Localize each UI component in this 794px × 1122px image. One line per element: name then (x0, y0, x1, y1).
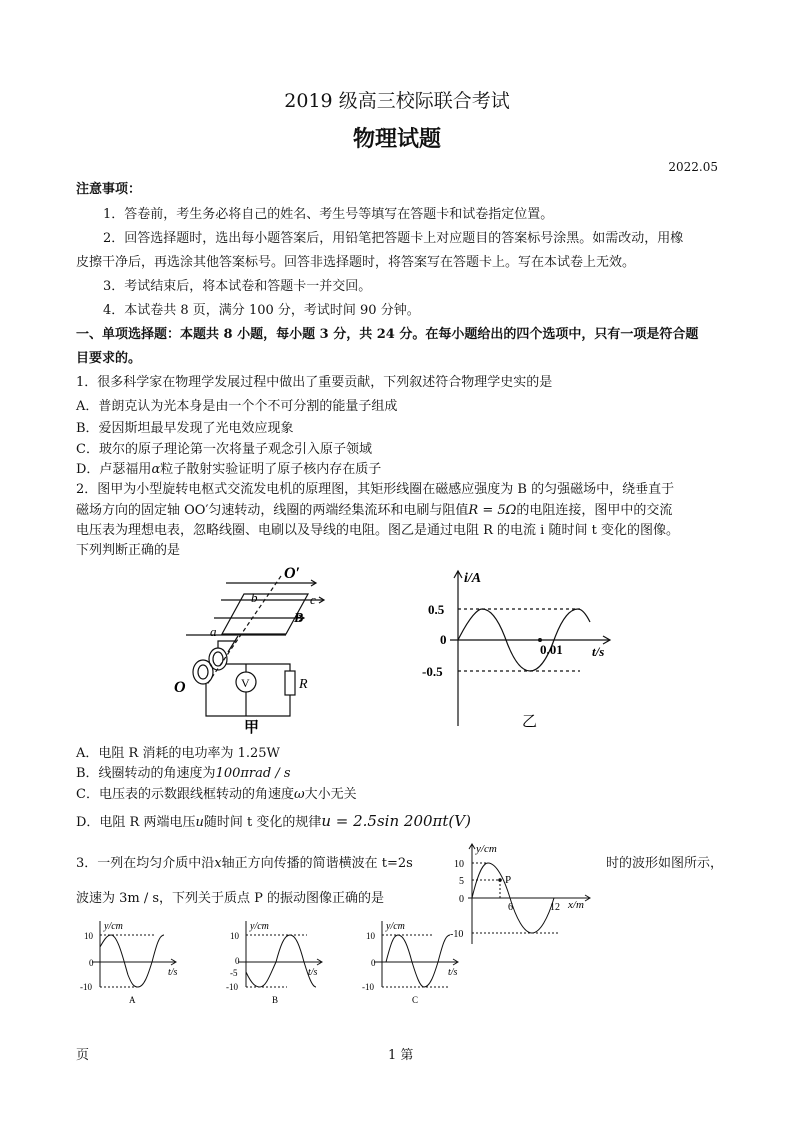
option-b-tick-0: 0 (235, 956, 240, 966)
q2-stem-3: 电压表为理想电表，忽略线圈、电刷以及导线的电阻。图乙是通过电阻 R 的电流 i 随时间 t 变化的图像。 (76, 523, 679, 538)
exam-title: 2019 级高三校际联合考试 (284, 90, 510, 112)
option-b-graph[interactable] (222, 915, 342, 1005)
vibration-curve (386, 935, 450, 987)
q2-option-a: A．电阻 R 消耗的电功率为 1.25W (76, 746, 280, 761)
wave-tick-0: 0 (459, 894, 464, 905)
wave-tick-5: 5 (459, 876, 464, 887)
option-a-tick-0: 0 (89, 958, 94, 968)
omega-symbol: ω (293, 787, 305, 802)
y-axis-label: i/A (464, 571, 482, 586)
subject-title: 物理试题 (352, 126, 441, 152)
option-b-tick-neg-5: -5 (230, 968, 238, 978)
wave-tick-10: 10 (454, 859, 464, 870)
q1-option-c: C．玻尔的原子理论第一次将量子观念引入原子领域 (76, 442, 372, 457)
q3-stem-2: 波速为 3m / s，下列关于质点 P 的振动图像正确的是 (76, 891, 385, 906)
section-heading: 一、单项选择题：本题共 8 小题，每小题 3 分，共 24 分。在每小题给出的四个选项中，只有一项是符合题 (76, 327, 699, 342)
q2-stem-4: 下列判断正确的是 (76, 543, 181, 558)
option-c-tick-neg-10: -10 (362, 982, 374, 992)
tick-0-01: 0.01 (540, 642, 563, 657)
option-c-tick-0: 0 (371, 958, 376, 968)
option-a-graph[interactable] (76, 915, 196, 1005)
vibration-curve (100, 935, 164, 987)
label-c: c (310, 592, 316, 607)
q3-stem-1-end: 时的波形如图所示， (606, 856, 724, 871)
option-b-tick-10: 10 (230, 931, 239, 941)
notice-item-2: 2．回答选择题时，选出每小题答案后，用铅笔把答题卡上对应题目的答案标号涂黑。如需改动，用橡 (103, 231, 684, 246)
q2-option-d-mid: 随时间 t 变化的规律 (203, 815, 322, 830)
q3-stem-1-pre: 3．一列在均匀介质中沿 (76, 856, 215, 871)
figure-jia-label: 甲 (244, 720, 260, 736)
q3-stem-1-mid: 轴正方向传播的简谐横波在 t=2s (221, 856, 413, 871)
q1-option-d-post: 粒子散射实验证明了原子核内存在质子 (160, 462, 382, 477)
q2-option-c-pre: C．电压表的示数跟线框转动的角速度 (76, 787, 294, 802)
x-axis-label: t/s (592, 644, 605, 659)
wave-tick-neg-10: -10 (450, 929, 464, 940)
q2-option-d-pre: D．电阻 R 两端电压 (76, 815, 196, 830)
label-a: a (210, 624, 217, 639)
x-symbol: x (214, 856, 222, 871)
option-b-xlabel: t/s (308, 967, 318, 978)
slip-ring (213, 652, 223, 666)
notice-item-2-cont: 皮擦干净后，再选涂其他答案标号。回答非选择题时，将答案写在答题卡上。写在本试卷上无效。 (76, 255, 636, 270)
wave-ylabel: y/cm (476, 843, 497, 855)
resistance-formula: R = 5Ω (468, 503, 517, 518)
tick-0-5: 0.5 (428, 602, 445, 617)
wave-xlabel: x/m (568, 899, 584, 911)
label-o: O (174, 679, 186, 696)
q1-stem: 1．很多科学家在物理学发展过程中做出了重要贡献，下列叙述符合物理学史实的是 (76, 375, 553, 390)
exam-date: 2022.05 (668, 160, 718, 174)
option-b-ylabel: y/cm (250, 921, 269, 932)
vibration-curve (246, 935, 316, 987)
point-p (498, 878, 502, 882)
option-a-letter: A (129, 995, 136, 1005)
q2-option-c (76, 785, 357, 805)
q2-stem-1: 2．图甲为小型旋转电枢式交流发电机的原理图，其矩形线圈在磁感应强度为 B 的匀强磁场中，绕垂直于 (76, 482, 675, 497)
q2-option-d (76, 811, 471, 833)
footer-page-left: 页 (76, 1048, 90, 1063)
option-c-letter: C (412, 995, 419, 1005)
section-heading-cont: 目要求的。 (76, 351, 142, 366)
option-a-xlabel: t/s (168, 967, 178, 978)
slip-ring (193, 660, 213, 684)
option-b-letter: B (272, 995, 279, 1005)
alpha-symbol: α (151, 462, 161, 477)
label-b: b (251, 590, 258, 605)
option-c-graph[interactable] (358, 915, 478, 1005)
option-c-ylabel: y/cm (386, 921, 405, 932)
q2-option-b (76, 764, 291, 784)
generator-diagram (166, 566, 346, 736)
q3-stem-1 (76, 854, 413, 874)
angular-velocity: 100πrad / s (215, 766, 291, 781)
footer-page-number: 1 第 (388, 1048, 414, 1063)
label-resistor: R (299, 677, 308, 692)
tick-0: 0 (440, 632, 447, 647)
q1-option-d-pre: D．卢瑟福用 (76, 462, 152, 477)
figure-yi-label: 乙 (522, 714, 538, 730)
notice-heading: 注意事项： (76, 182, 142, 197)
q1-option-b: B．爱因斯坦最早发现了光电效应现象 (76, 421, 294, 436)
q1-option-a: A．普朗克认为光本身是由一个个不可分割的能量子组成 (76, 399, 398, 414)
option-a-ylabel: y/cm (104, 921, 123, 932)
q2-stem-2 (76, 501, 672, 521)
wave-tick-6: 6 (508, 902, 513, 913)
notice-item-4: 4．本试卷共 8 页，满分 100 分，考试时间 90 分钟。 (103, 303, 420, 318)
u-symbol: u (195, 815, 204, 830)
q2-stem-2-post: 的电阻连接，图甲中的交流 (516, 503, 673, 518)
notice-item-3: 3．考试结束后，将本试卷和答题卡一并交回。 (103, 279, 372, 294)
option-c-tick-10: 10 (366, 931, 375, 941)
resistor (285, 671, 295, 695)
notice-item-1: 1．答卷前，考生务必将自己的姓名、考生号等填写在答题卡和试卷指定位置。 (103, 207, 554, 222)
option-c-xlabel: t/s (448, 967, 458, 978)
label-field-b: B (294, 611, 304, 626)
tick-neg-0-5: -0.5 (422, 664, 443, 679)
option-a-tick-neg-10: -10 (80, 982, 92, 992)
label-voltmeter: V (241, 676, 250, 690)
q2-option-b-pre: B．线圈转动的角速度为 (76, 766, 216, 781)
current-time-graph (420, 566, 620, 736)
wave-point-label: P (505, 874, 512, 886)
slip-ring (198, 665, 208, 679)
q1-option-d (76, 460, 381, 480)
option-a-tick-10: 10 (84, 931, 93, 941)
lead-wire (228, 636, 238, 652)
q2-stem-2-pre: 磁场方向的固定轴 OO′匀速转动，线圈的两端经集流环和电刷与阻值 (76, 503, 469, 518)
label-o-prime: O′ (284, 566, 301, 582)
q2-option-c-post: 大小无关 (304, 787, 357, 802)
option-b-tick-neg-10: -10 (226, 982, 238, 992)
wave-tick-12: 12 (550, 902, 560, 913)
voltage-formula: u = 2.5sin 200πt(V) (321, 812, 471, 830)
